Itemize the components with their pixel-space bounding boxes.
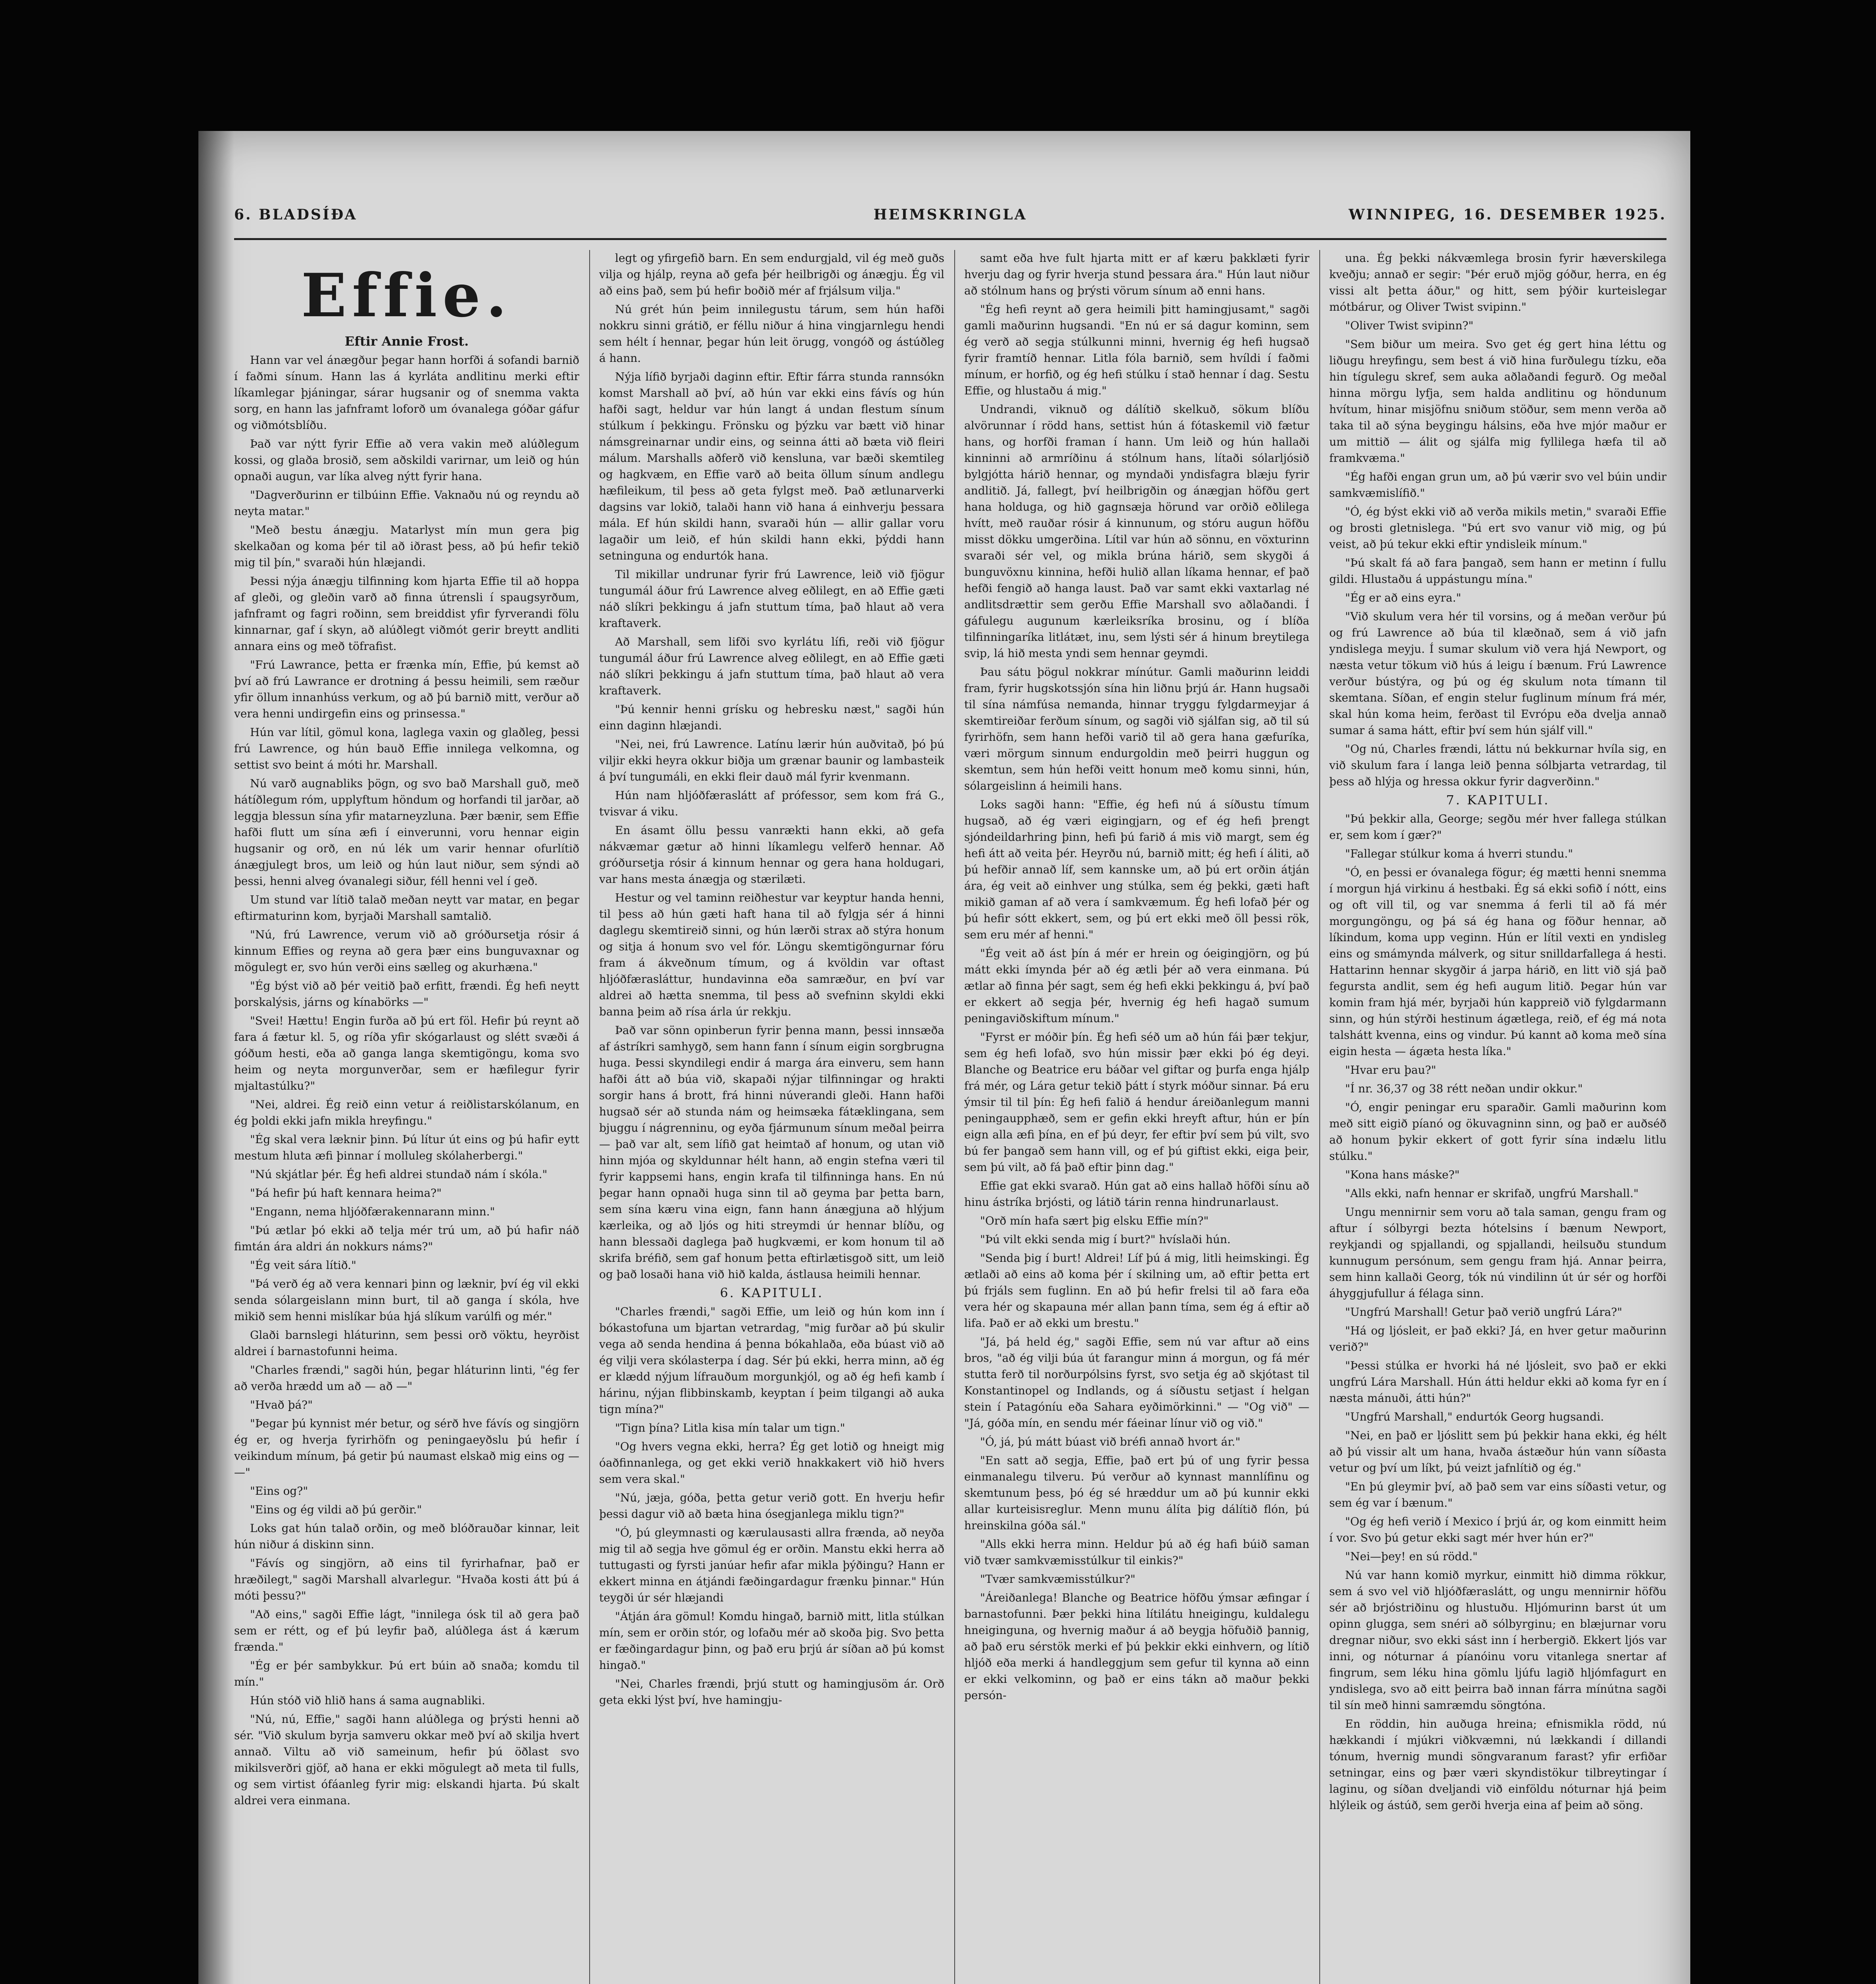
article-paragraph: Hún stóð við hlið hans á sama augnabliki. — [250, 1694, 485, 1707]
article-paragraph: "Nú, nú, Effie," sagði hann alúðlega og þrýsti henni að sér. "Við skulum byrja samveru okkar með því að skilja hvert annað. Viltu að við sameinum, hefir þú öðlast svo mikilsverðri gjöf, að hana er ekki mögulegt að meta til fulls, og sem virtist ófáanleg fyrir mig: elskandi hjarta. Þú skalt aldrei vera einmana. — [234, 1713, 579, 1807]
newspaper-page — [198, 131, 1690, 1984]
article-paragraph: Hestur og vel taminn reiðhestur var keyptur handa henni, til þess að hún gæti haft hana til að fylgja sér á hinni daglegu skemtireið sinni, og hún lærði strax að stýra honum og sitja á honum svo vel fór. Löngu skemtigöngurnar fóru fram á ákveðnum tímum, og á kvöldin var oftast hljóðfærasláttur, hundavinna eða samræður, en því var aldrei að hætta snemma, til þess að svefninn skyldi ekki banna þeim að rísa árla úr rekkju. — [599, 891, 944, 1018]
article-paragraph: "Alls ekki herra minn. Heldur þú að ég hafi búið saman við tvær samkvæmisstúlkur til einkis?" — [964, 1538, 1309, 1567]
article-paragraph: "Ég er þér sambykkur. Þú ert búin að snaða; komdu til mín." — [234, 1659, 579, 1688]
article-paragraph: Nú grét hún þeim innilegustu tárum, sem hún hafði nokkru sinni grátið, er féllu niður á hina vingjarnlegu hendi sem hélt í hennar, þegar hún leit örugg, vongóð og ástúðleg á hann. — [599, 303, 944, 365]
article-paragraph: "Ó, en þessi er óvanalega fögur; ég mætti henni snemma í morgun hjá virkinu á hestbaki. Ég sá ekki sofið í nótt, eins og oft vill til, og var snemma á ferli til að fá mér morgungöngu, og þá sá ég hana og föður hennar, að líkindum, koma upp veginn. Hún er lítil vexti en yndisleg eins og smámynda málverk, og situr snilldarfallega á hesti. Hattarinn hennar skygðir á jarpa hárið, en litt við sjá það fegursta andlit, sem ég hefi augum litið. Þegar hún var komin fram hjá mér, byrjaði hún kappreið við fylgdarmann sinn, og hún stýrði hestinum ágætlega, reið, ef ég má nota talshátt kvenna, eins og vindur. Þú kannt að koma með sína eigin hesta — ágæta hesta líka." — [1329, 866, 1666, 1058]
article-paragraph: "Ég býst við að þér veitið það erfitt, frændi. Ég hefi neytt þorskalýsis, járns og kínabörks —" — [234, 979, 579, 1009]
article-paragraph: "Nei, nei, frú Lawrence. Latínu lærir hún auðvitað, þó þú viljir ekki heyra okkur biðja um grænar baunir og lambasteik á því tungumáli, en ekki fleir dauð mál fyrir kvenmann. — [599, 738, 944, 783]
article-paragraph: "Nei, aldrei. Ég reið einn vetur á reiðlistarskólanum, en ég þoldi ekki jafn mikla hreyfingu." — [234, 1098, 579, 1127]
article-paragraph: "Oliver Twist svipinn?" — [1345, 319, 1474, 332]
article-paragraph: "Hvar eru þau?" — [1345, 1063, 1436, 1077]
article-paragraph: "Nú, jæja, góða, þetta getur verið gott. En hverju hefir þessi dagur við að bæta hina ósegjanlega miklu tign?" — [599, 1491, 944, 1521]
column-1-body — [234, 352, 579, 1809]
article-paragraph: "Ég er að eins eyra." — [1345, 591, 1461, 604]
article-paragraph: "Ég hafði engan grun um, að þú værir svo vel búin undir samkvæmislífið." — [1329, 470, 1666, 500]
article-paragraph: "Eins og ég vildi að þú gerðir." — [250, 1503, 422, 1516]
article-paragraph: una. Ég þekki nákvæmlega brosin fyrir hæverskilega kveðju; annað er segir: "Þér eruð mjög góður, herra, en ég vissi alt þetta áður," og hitt, sem þýðir kurteislegar mótbárur, og Oliver Twist svipinn." — [1329, 252, 1666, 313]
article-paragraph: "Orð mín hafa sært þig elsku Effie mín?" — [980, 1214, 1209, 1227]
story-byline: Eftir Annie Frost. — [344, 334, 469, 349]
article-paragraph: "Fallegar stúlkur koma á hverri stundu." — [1345, 847, 1573, 860]
article-paragraph: En röddin, hin auðuga hreina; efnismikla rödd, nú hækkandi í mjúkri viðkvæmni, nú lækkandi í dillandi tónum, hvernig mundi söngvaranum farast? yfir erfiðar setningar, eins og þær væri skyndistökur tilbreytingar í laginu, og síðan dveljandi við einföldu nóturnar hjá þeim hlýleik og ástúð, sem gerði hverja eina af þeim að söng. — [1329, 1717, 1666, 1812]
column-2 — [599, 250, 944, 1984]
article-paragraph: "Nei, en það er ljóslitt sem þú þekkir hana ekki, ég hélt að þú vissir alt um hana, hvaða ástæður hún vann síðasta vetur og því um líkt, þú veizt jafnlítið og ég." — [1329, 1429, 1666, 1475]
column-4-body — [1329, 250, 1666, 1813]
article-paragraph: "Þú þekkir alla, George; segðu mér hver fallega stúlkan er, sem kom í gær?" — [1329, 812, 1666, 842]
article-paragraph: "Fyrst er móðir þín. Ég hefi séð um að hún fái þær tekjur, sem ég hefi lofað, svo hún missir þær ekki þó ég deyi. Blanche og Beatrice eru báðar vel giftar og þurfa enga hjálp frá mér, og Lára getur tekið þátt í styrk móður sinnar. Þá eru ýmsir til til þín: Ég hefi falið á hendur áreiðanlegum manni peningaupphæð, sem er gefin ekki hreyft aftur, hún er þín eign alla æfi þína, en ef þú deyr, fer eftir því sem þú vilt, svo bú fer þangað sem hann vill, og ef þú giftist ekki, eiga þeir, sem þú vilt, að fá það eftir þinn dag." — [964, 1030, 1309, 1174]
article-paragraph: "Ó, já, þú mátt búast við bréfi annað hvort ár." — [980, 1435, 1241, 1448]
article-paragraph: "Þá hefir þú haft kennara heima?" — [250, 1186, 442, 1200]
article-paragraph: "Þú skalt fá að fara þangað, sem hann er metinn í fullu gildi. Hlustaðu á uppástungu mína." — [1329, 556, 1666, 586]
article-paragraph: "Kona hans máske?" — [1345, 1168, 1460, 1181]
article-paragraph: "Engann, nema hljóðfærakennarann minn." — [250, 1205, 495, 1218]
article-paragraph: "Ungfrú Marshall! Getur það verið ungfrú Lára?" — [1345, 1305, 1622, 1319]
paper-name: HEIMSKRINGLA — [873, 206, 1027, 223]
article-paragraph: "Nei—þey! en sú rödd." — [1345, 1550, 1478, 1563]
article-paragraph: "En satt að segja, Effie, það ert þú of ung fyrir þessa einmanalegu tilveru. Þú verður að kynnast mannlífinu og skemtunum þess, þó ég sé hræddur um að þú kunnir ekki allar kurteisisreglur. Menn munu álíta þig dálítið flón, þú hreinskilna góða sál." — [964, 1454, 1309, 1532]
column-divider — [954, 250, 955, 1984]
column-divider — [589, 250, 590, 1984]
article-paragraph: "Að eins," sagði Effie lágt, "innilega ósk til að gera það sem er rétt, og ef þú leyfir það, alúðlega ást á kærum frænda." — [234, 1608, 579, 1653]
article-paragraph: "Ég veit að ást þín á mér er hrein og óeigingjörn, og þú mátt ekki ímynda þér að ég ætli þér að vera einmana. Þú ætlar að finna þér sagt, sem ég hefi ekki þekkingu á, því það er ekkert að segja þér, hvernig ég hefi hagað sumum peningaviðskiftum mínum." — [964, 947, 1309, 1025]
article-paragraph: "Áreiðanlega! Blanche og Beatrice höfðu ýmsar æfingar í barnastofunni. Þær þekki hina lítilátu hneigingu, kuldalegu hneiginguna, og hvernig maður á að beygja höfuðið þannig, að það eru sérstök merki ef þú þekkir ekki einhvern, og lítið hljóð eða merki á handleggjum sem gefur til kynna að einn er ekki velkominn, og það er eins tákn að maður þekki persón- — [964, 1591, 1309, 1702]
article-paragraph: Nú var hann komið myrkur, einmitt hið dimma rökkur, sem á svo vel við hljóðfæraslátt, og ungu mennirnir höfðu sér að brjóstriðinu og hlustuðu. Hljómurinn barst út um opinn glugga, sem snéri að sólbyrginu; en blæjurnar voru dregnar niður, svo ekki sást inn í herbergið. Ekkert ljós var inni, og nóturnar á píanóinu voru vitanlega snertar af fingrum, sem léku hina gömlu ljúfu lagið hljómfagurt en yndislega, svo að eitt þeirra bað innan fárra mínútna sagði til sín með hinni samræmdu söngtóna. — [1329, 1569, 1666, 1712]
article-paragraph: samt eða hve fult hjarta mitt er af kæru þakklæti fyrir hverju dag og fyrir hverja stund þessara ára." Hún laut niður að stólnum hans og þrýsti vörum sínum að enni hans. — [964, 252, 1309, 297]
article-paragraph: "Tvær samkvæmisstúlkur?" — [980, 1573, 1136, 1586]
column-divider — [1319, 250, 1320, 1984]
masthead — [234, 206, 1666, 230]
article-paragraph: "Og nú, Charles frændi, láttu nú bekkurnar hvíla sig, en við skulum fara í langa leið þenna sólbjarta vetrardag, til þess að hlýja og hressa okkur fyrir dagverðinn." — [1329, 742, 1666, 788]
article-paragraph: "Ó, ég býst ekki við að verða mikils metin," svaraði Effie og brosti gletnislega. "Þú ert svo vanur við mig, og þú veist, að þú tekur ekki eftir yndisleik mínum." — [1329, 505, 1666, 551]
article-paragraph: "Þessi stúlka er hvorki há né ljósleit, svo það er ekki ungfrú Lára Marshall. Hún átti heldur ekki að koma fyr en í næsta mánuði, átti hún?" — [1329, 1359, 1666, 1405]
chapter-heading: 6. KAPITULI. — [720, 1285, 824, 1300]
article-paragraph: "Nú, frú Lawrence, verum við að gróðursetja rósir á kinnum Effies og reyna að gera þær eins bunguvaxnar og mögulegt er, svo hún verði eins sælleg og akurhæna." — [234, 928, 579, 974]
article-paragraph: "Há og ljósleit, er það ekki? Já, en hver getur maðurinn verið?" — [1329, 1324, 1666, 1353]
article-paragraph: "Þú ætlar þó ekki að telja mér trú um, að þú hafir náð fimtán ára aldri án nokkurs náms?" — [234, 1224, 579, 1253]
article-paragraph: Hún var lítil, gömul kona, laglega vaxin og glaðleg, þessi frú Lawrence, og hún bauð Effie innilega velkomna, og settist svo beint á móti hr. Marshall. — [234, 726, 579, 771]
article-paragraph: "Og hvers vegna ekki, herra? Ég get lotið og hneigt mig óaðfinnanlega, og get ekki verið hnakkakert við hið hvers sem vera skal." — [599, 1440, 944, 1486]
article-paragraph: "Alls ekki, nafn hennar er skrifað, ungfrú Marshall." — [1345, 1187, 1639, 1200]
article-paragraph: "Við skulum vera hér til vorsins, og á meðan verður þú og frú Lawrence að búa til klæðnað, sem á við jafn yndislega meyju. Í sumar skulum við vera hjá Newport, og næsta vetur tökum við hús á leigu í bænum. Frú Lawrence verður bústýra, og þú og ég skulum nota tímann til skemtana. Síðan, ef engin stelur fuglinum mínum frá mér, skal hún koma heim, ferðast til Evrópu eða dvelja annað sumar á sama hátt, eftir því sem hún sjálf vill." — [1329, 610, 1666, 737]
chapter-heading: 7. KAPITULI. — [1446, 792, 1550, 807]
column-4 — [1329, 250, 1666, 1984]
article-paragraph: "Þegar þú kynnist mér betur, og sérð hve fávís og singjörn ég er, og hverja fyrirhöfn og peningaeyðslu þú hefir í veikindum mínum, þá getir þú naumast elskað mig eins og — —" — [234, 1417, 579, 1479]
article-paragraph: Ungu mennirnir sem voru að tala saman, gengu fram og aftur í sólbyrgi bezta hótelsins í bænum Newport, reykjandi og spjallandi, og spjallandi, heilsuðu stundum kunnugum persónum, sem gengu fram hjá. Annar þeirra, sem hinn kallaði Georg, tók nú vindilinn út úr sér og horfði áhyggjufullur á félaga sinn. — [1329, 1205, 1666, 1300]
article-paragraph: "Dagverðurinn er tilbúinn Effie. Vaknaðu nú og reyndu að neyta matar." — [234, 488, 579, 518]
column-2-body — [599, 250, 944, 1708]
article-paragraph: "Senda þig í burt! Aldrei! Líf þú á mig, litli heimskingi. Ég ætlaði að eins að koma þér í skilning um, að eftir þetta ert þú frjáls sem fuglinn. En að þú hefir frelsi til að fara eða vera hér og skapauna mér allan þann tíma, sem ég á eftir að lifa. Það er að ekki um brestu." — [964, 1252, 1309, 1330]
article-paragraph: Effie gat ekki svarað. Hún gat að eins hallað höfði sínu að hinu ástríka brjósti, og látið tárin renna hindrunarlaust. — [964, 1179, 1309, 1209]
article-paragraph: legt og yfirgefið barn. En sem endurgjald, vil ég með guðs vilja og hjálp, reyna að gefa þér heilbrigði og ánægju. Ég vil að eins það, sem þú hefir boðið mér af frjálsum vilja." — [599, 252, 944, 297]
article-paragraph: "Í nr. 36,37 og 38 rétt neðan undir okkur." — [1345, 1082, 1583, 1095]
article-paragraph: "Ungfrú Marshall," endurtók Georg hugsandi. — [1345, 1410, 1604, 1423]
article-paragraph: Þau sátu þögul nokkrar mínútur. Gamli maðurinn leiddi fram, fyrir hugskotssjón sína hin liðnu þrjú ár. Hann hugsaði til sína námfúsa nemanda, hinnar tryggu fylgdarmeyjar á skemtireiðar ferðum sínum, og sagði við sjálfan sig, að til sú fyrirhöfn, sem hann hefði varið til að gera hana gæfuríka, væri mörgum sinnum endurgoldin með þeirri huggun og skemtun, sem hún hefði veitt honum með komu sinni, hún, sólargeislinn á heimili hans. — [964, 665, 1309, 792]
article-paragraph: Loks sagði hann: "Effie, ég hefi nú á síðustu tímum hugsað, að ég væri eigingjarn, og ef ég hefi þrengt sjóndeildarhring þinn, hefi þú farið á mis við margt, sem ég hefi átt að veita þér. Heyrðu nú, barnið mitt; ég hefi í áliti, að þú hefðir annað líf, sem kannske um, að þú ert orðin átján ára, ég veit að einhver ung stúlka, sem ég þekki, gæti haft mikið gaman af að vera í samkvæmum. Ég hefi lofað þér og þú hefir sótt ekkert, sem, og þú ert ekki með öll þessi rök, sem eru mér af henni." — [964, 798, 1309, 941]
article-paragraph: "Fávís og singjörn, að eins til fyrirhafnar, það er hræðilegt," sagði Marshall alvarlegur. "Hvaða kosti átt þú á móti þessu?" — [234, 1557, 579, 1602]
article-paragraph: "Frú Lawrance, þetta er frænka mín, Effie, þú kemst að því að frú Lawrance er drotning á þessu heimili, sem ræður yfir öllum innanhúss verkum, og að þú barnið mitt, verður að vera henni undirgefin eins og prinsessa." — [234, 658, 579, 720]
column-3-body — [964, 250, 1309, 1703]
article-paragraph: "En þú gleymir því, að það sem var eins síðasti vetur, og sem ég var í bænum." — [1329, 1480, 1666, 1509]
article-paragraph: "Já, þá held ég," sagði Effie, sem nú var aftur að eins bros, "að ég vilji búa út farangur minn á morgun, og fá mér stutta ferð til norðurpólsins fyrst, svo setja ég að skjótast til Konstantinopel og Indlands, og á síðustu setjast í helgan stein í Patagóníu eða Sahara eyðimörkinni." — "Og við" — "Já, góða mín, en sendu mér fáeinar línur við og við." — [964, 1335, 1309, 1430]
article-paragraph: "Tign þína? Litla kisa mín talar um tign." — [615, 1421, 845, 1434]
article-paragraph: "Nei, Charles frændi, þrjú stutt og hamingjusöm ár. Orð geta ekki lýst því, hve hamingju- — [599, 1677, 944, 1707]
article-paragraph: "Átján ára gömul! Komdu hingað, barnið mitt, litla stúlkan mín, sem er orðin stór, og lofaðu mér að skoða þig. Svo þetta er fæðingardagur þinn, og það eru þrjú ár síðan að þú komst hingað." — [599, 1610, 944, 1672]
article-paragraph: Það var sönn opinberun fyrir þenna mann, þessi innsæða af ástríkri samhygð, sem hann fann í sínum eigin sorgbrugna huga. Þessi skyndilegi endir á marga ára einveru, sem hann hafði átt að búa við, skapaði nýjar tilfinningar og hrakti sorgir hans á brott, frá hinni núverandi gleði. Hann hafði hugsað sér að stunda nám og heimsæka fátæklingana, sem bjuggu í nágrenninu, og eyða fjármunum sínum meðal þeirra — það var alt, sem lífið gat heimtað af honum, og utan við hinn mjóa og skyldunnar hélt hann, að engin stefna væri til fyrir kappsemi hans, engin krafa til tilfinninga hans. En nú þegar hann opnaði huga sinn til að geyma þar þetta barn, sem sína kæru vina eign, fann hann ánægjuna að hlýjum kærleika, og að ljós og hiti streymdi úr hennar blíðu, og hann blessaði daglega það hugkvæmi, er kom honum til að skrifa bréfið, sem gaf honum þetta eftirlætisgoð sitt, um leið og það losaði hana við hið kalda, ástlausa heimili hennar. — [599, 1024, 944, 1281]
article-paragraph: Að Marshall, sem lifði svo kyrlátu lífi, reði við fjögur tungumál áður frú Lawrence alveg eðlilegt, en að Effie gæti náð slíkri þekkingu á jafn stuttum tíma, það hlaut að vera kraftaverk. — [599, 635, 944, 697]
article-paragraph: "Charles frændi," sagði hún, þegar hláturinn linti, "ég fer að verða hrædd um að — að —" — [234, 1363, 579, 1393]
article-paragraph: "Ég hefi reynt að gera heimili þitt hamingjusamt," sagði gamli maðurinn hugsandi. "En nú er sá dagur kominn, sem ég verð að segja stúlkunni minni, hvernig ég hefi hugsað fyrir framtíð hennar. Litla fóla barnið, sem hvíldi í faðmi mínum, er horfið, og ég hefi stúlku í stað hennar í dag. Sestu Effie, og hlustaðu á mig." — [964, 303, 1309, 397]
article-paragraph: "Ég veit sára lítið." — [250, 1259, 356, 1272]
page-number-label: 6. BLADSÍÐA — [234, 206, 358, 223]
article-paragraph: "Hvað þá?" — [250, 1398, 313, 1411]
article-paragraph: "Þá verð ég að vera kennari þinn og læknir, því ég vil ekki senda sólargeislann minn burt, til að ganga í skóla, hve mikið sem henni mislíkar búa hjá slíkum varúlfi og mér." — [234, 1277, 579, 1323]
article-paragraph: "Ó, þú gleymnasti og kærulausasti allra frænda, að neyða mig til að segja hve gömul ég er orðin. Manstu ekki herra að tuttugasti og fyrsti janúar hefir afar mikla þýðingu? Hann er ekkert minna en átjándi fæðingardagur frænku þinnar." Hún teygði úr sér hlæjandi — [599, 1526, 944, 1604]
article-paragraph: En ásamt öllu þessu vanrækti hann ekki, að gefa nákvæmar gætur að hinni líkamlegu velferð hennar. Að gróðursetja rósir á kinnum hennar og gera hana holdugari, var hans mesta ánægja og stærilæti. — [599, 824, 944, 886]
article-paragraph: "Og ég hefi verið í Mexico í þrjú ár, og kom einmitt heim í vor. Svo þú getur ekki sagt mér hver hún er?" — [1329, 1515, 1666, 1544]
article-paragraph: Hún nam hljóðfæraslátt af prófessor, sem kom frá G., tvisvar á viku. — [599, 789, 944, 818]
article-paragraph: Þessi nýja ánægju tilfinning kom hjarta Effie til að hoppa af gleði, og gleðin varð að finna útrensli í spaugsyrðum, jafnframt og fagri roðinn, sem breiddist yfir fyrverandi fölu kinnarnar, gaf í skyn, að alúðlegt viðmót gerir breytt andliti annara eins og með töfrafist. — [234, 575, 579, 653]
article-paragraph: "Þú vilt ekki senda mig í burt?" hvíslaði hún. — [980, 1233, 1231, 1246]
article-paragraph: Um stund var lítið talað meðan neytt var matar, en þegar eftirmaturinn kom, byrjaði Marshall samtalið. — [234, 893, 579, 923]
article-paragraph: "Nú skjátlar þér. Ég hefi aldrei stundað nám í skóla." — [250, 1168, 548, 1181]
article-paragraph: "Sem biður um meira. Svo get ég gert hina léttu og liðugu hreyfingu, sem best á við hina furðulegu tízku, eða hin tígulegu skref, sem auka aðlaðandi fegurð. Og meðal hinna mörgu lyfja, sem halda andlitinu og höndunum hvítum, hinar misjöfnu sniðum stöður, sem menn verða að taka til að sýna beygingu hálsins, eða hve mjór maður er um mittið — álit og sjálfa mig fyllilega hæfa til að framkvæma." — [1329, 338, 1666, 465]
article-paragraph: Nýja lífið byrjaði daginn eftir. Eftir fárra stunda rannsókn komst Marshall að því, að hún var ekki eins fávís og hún hafði sagt, heldur var hún langt á undan flestum sínum stúlkum í þekkingu. Frönsku og þýzku var bætt við hinar námsgreinarnar undir eins, og seinna átti að bæta við fleiri málum. Marshalls aðferð við kensluna, var bæði skemtileg og hagkvæm, en Effie varð að beita öllum sínum andlegu hæfileikum, til þess að geta fylgst með. Það ætlunarverki dagsins var lokið, talaði hann við hana á einhverju þessara mála. Ef hún skildi hann, svaraði hún — allir gallar voru lagaðir um leið, ef hún skildi hann ekki, þýddi hann setninguna og endurtók hana. — [599, 370, 944, 562]
article-paragraph: "Svei! Hættu! Engin furða að þú ert föl. Hefir þú reynt að fara á fætur kl. 5, og ríða yfir skógarlaust og slétt svæði á góðum hesti, eða að ganga langa skemtigöngu, koma svo heim og neyta morgunverðar, sem er hæfilegur fyrir mjaltastúlku?" — [234, 1014, 579, 1092]
article-paragraph: Glaði barnslegi hláturinn, sem þessi orð vöktu, heyrðist aldrei í barnastofunni heima. — [234, 1328, 579, 1358]
article-paragraph: "Eins og?" — [250, 1484, 308, 1498]
article-paragraph: "Ég skal vera læknir þinn. Þú lítur út eins og þú hafir eytt mestum hluta æfi þinnar í molluleg skólaherbergi." — [234, 1133, 579, 1162]
article-paragraph: Til mikillar undrunar fyrir frú Lawrence, leið við fjögur tungumál áður frú Lawrence alveg eðlilegt, en að Effie gæti náð slíkri þekkingu á jafn stuttum tíma, það hlaut að vera kraftaverk. — [599, 568, 944, 630]
article-paragraph: "Með bestu ánægju. Matarlyst mín mun gera þig skelkaðan og koma þér til að iðrast þess, að þú hefir tekið mig til þín," svaraði hún hlæjandi. — [234, 523, 579, 569]
article-paragraph: Hann var vel ánægður þegar hann horfði á sofandi barnið í faðmi sínum. Hann las á kyrláta andlitinu merki eftir líkamlegar þjáningar, sárar hugsanir og of snemma vakta sorg, en hann las jafnframt loforð um óvanalega góðar gáfur og viðmótsblíðu. — [234, 354, 579, 432]
article-paragraph: Nú varð augnabliks þögn, og svo bað Marshall guð, með hátíðlegum róm, upplyftum höndum og horfandi til jarðar, að leggja blessun sína yfir matarneyzluna. Þær bænir, sem Effie hafði flutt um sína æfi í einverunni, voru hennar eigin hugsanir og orð, en nú lék um varir hennar ofurlítið ánægjulegt bros, um leið og hún laut niður, sem sýndi að þessi, henni alveg óvanalegi siður, féll henni vel í geð. — [234, 777, 579, 888]
date-line: WINNIPEG, 16. DESEMBER 1925. — [1348, 206, 1666, 223]
article-paragraph: Loks gat hún talað orðin, og með blóðrauðar kinnar, leit hún niður á diskinn sinn. — [234, 1522, 579, 1551]
article-paragraph: Það var nýtt fyrir Effie að vera vakin með alúðlegum kossi, og glaða brosið, sem aðskildi varirnar, um leið og hún opnaði augun, var líka alveg nýtt fyrir hana. — [234, 437, 579, 483]
article-paragraph: "Þú kennir henni grísku og hebresku næst," sagði hún einn daginn hlæjandi. — [599, 703, 944, 732]
column-3 — [964, 250, 1309, 1984]
article-paragraph: Undrandi, viknuð og dálítið skelkuð, sökum blíðu alvörunnar í rödd hans, settist hún á fótaskemil við fætur hans, og horfði framan í hann. Um leið og hún hallaði kinninni að armríðinu á stólnum hans, lítaði sólarljósið bylgjótta hárið hennar, og myndaði yndisfagra blæju fyrir andlitið. Já, fallegt, því heilbrigðin og ánægjan höfðu gert hana holduga, og hið gagnsæja hörund var orðið eðlilega hvítt, með rauðar rósir á kinnunum, og stóru augun höfðu misst dökku umgerðina. Lítil var hún að sönnu, en vöxturinn svaraði sér vel, og mikla brúna hárið, sem skygði á bunguvöxnu kinnina, hefði hulið allan líkama hennar, ef það hefði fengið að hanga laust. Það var samt ekki vaxtarlag né andlitsdrættir sem gerðu Effie Marshall svo aðlaðandi. Í gáfulegu augunum kærleiksríka brosinu, og í blíða tilfinningaríka litlátæt, inu, sem lýsti sér á hinum breytilega svip, lá hið mesta yndi sem hennar geymdi. — [964, 403, 1309, 660]
masthead-rule — [234, 238, 1666, 240]
article-paragraph: "Ó, engir peningar eru sparaðir. Gamli maðurinn kom með sitt eigið píanó og ökuvagninn sinn, og það er auðséð að honum þykir ekkert of gott fyrir sína indælu litlu stúlku." — [1329, 1101, 1666, 1163]
story-title: Effie. — [301, 261, 513, 331]
column-1 — [234, 250, 579, 1984]
article-paragraph: "Charles frændi," sagði Effie, um leið og hún kom inn í bókastofuna um bjartan vetrardag, "mig furðar að þú skulir vega að senda hendina á þenna bókahlaða, eða búast við að ég vilji vera skólasterpa í dag. Sér þú ekki, herra minn, að ég er klædd nýjum lífrauðum morgunkjól, og að ég hefi kamb í hárinu, nýjan flibbinskamb, keyptan í þeim tilgangi að auka tign mína?" — [599, 1305, 944, 1416]
